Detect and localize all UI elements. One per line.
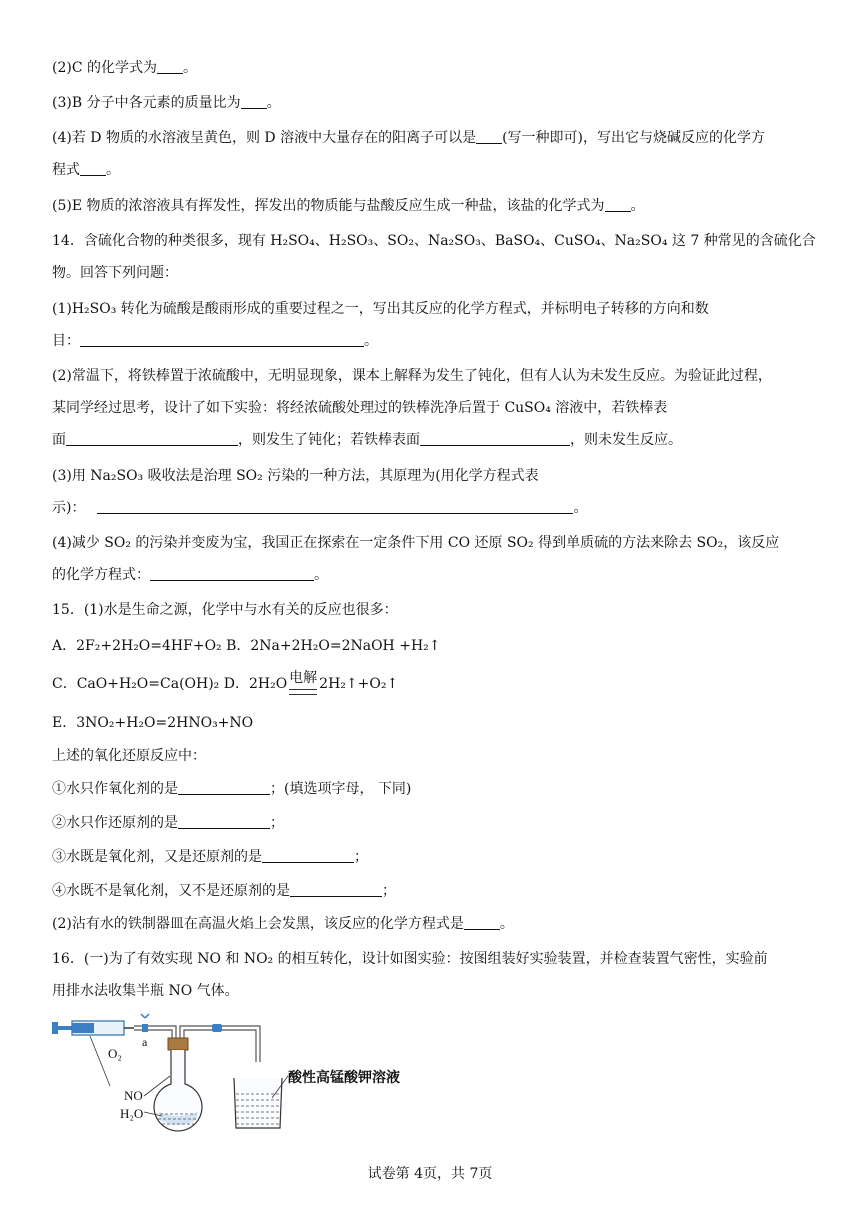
- q14-part2-line2: 某同学经过思考，设计了如下实验：将经浓硫酸处理过的铁棒洗净后置于 CuSO₄ 溶液中，若铁棒表: [52, 400, 668, 416]
- q14-part4-line1: (4)减少 SO₂ 的污染并变废为宝，我国正在探索在一定条件下用 CO 还原 SO₂ 得到单质硫的方法来除去 SO₂，该反应: [52, 535, 780, 551]
- answer-blank[interactable]: [80, 161, 106, 176]
- answer-blank[interactable]: [420, 431, 570, 446]
- label-o2: O₂: [108, 1046, 122, 1061]
- electrolysis-condition: 电解: [289, 677, 317, 691]
- q14-part1-line2: 目： 。: [52, 333, 378, 349]
- label-kmno4-solution: 酸性高锰酸钾溶液: [288, 1069, 400, 1085]
- syringe-icon: [52, 1021, 134, 1035]
- q13-part5: (5)E 物质的浓溶液具有挥发性，挥发出的物质能与盐酸反应生成一种盐，该盐的化学式为 。: [52, 198, 645, 214]
- experiment-apparatus-diagram: [52, 1012, 432, 1136]
- q15-question: 上述的氧化还原反应中：: [52, 748, 206, 764]
- answer-blank[interactable]: [178, 814, 270, 829]
- q13-part3: (3)B 分子中各元素的质量比为 。: [52, 95, 281, 111]
- q15-option-e: E．3NO₂+H₂O=2HNO₃+NO: [52, 715, 254, 731]
- q16-line2: 用排水法收集半瓶 NO 气体。: [52, 983, 239, 999]
- q15-option-cd: C．CaO+H₂O=Ca(OH)₂ D．2H₂O 电解 2H₂↑+O₂↑: [52, 674, 398, 694]
- q15-part2: (2)沾有水的铁制器皿在高温火焰上会发黑，该反应的化学方程式是 。: [52, 916, 514, 932]
- q13-part4-line1: (4)若 D 物质的水溶液呈黄色，则 D 溶液中大量存在的阳离子可以是 (写一种即可)，写出它与烧碱反应的化学方: [52, 130, 766, 146]
- q14-intro-line1: 14．含硫化合物的种类很多，现有 H₂SO₄、H₂SO₃、SO₂、Na₂SO₃、BaSO₄、CuSO₄、Na₂SO₄ 这 7 种常见的含硫化合: [52, 233, 816, 249]
- label-a: a: [142, 1035, 148, 1049]
- answer-blank[interactable]: [97, 499, 573, 514]
- answer-blank[interactable]: [150, 566, 314, 581]
- label-no: NO: [124, 1088, 143, 1103]
- q14-part1-line1: (1)H₂SO₃ 转化为硫酸是酸雨形成的重要过程之一，写出其反应的化学方程式，并标明电子转移的方向和数: [52, 301, 709, 317]
- beaker-icon: [234, 1078, 282, 1128]
- round-flask-icon: [154, 1050, 202, 1131]
- q14-intro-line2: 物。回答下列问题：: [52, 265, 178, 281]
- q14-part3-line1: (3)用 Na₂SO₃ 吸收法是治理 SO₂ 污染的一种方法，其原理为(用化学方程式表: [52, 468, 539, 484]
- q15-sub4: ④水既不是氧化剂，又不是还原剂的是 ；: [52, 883, 396, 899]
- answer-blank[interactable]: [605, 197, 631, 212]
- answer-blank[interactable]: [66, 431, 238, 446]
- q14-part2-line3: 面 ，则发生了钝化；若铁棒表面 ，则未发生反应。: [52, 432, 682, 448]
- page-footer: 试卷第 4页，共 7页: [367, 1166, 493, 1182]
- clamp-a-icon: [141, 1014, 149, 1032]
- q14-part3-line2: 示)： 。: [52, 500, 588, 516]
- answer-blank[interactable]: [178, 780, 270, 795]
- answer-blank[interactable]: [290, 882, 382, 897]
- q15-option-ab: A．2F₂+2H₂O=4HF+O₂ B．2Na+2H₂O=2NaOH +H₂↑: [52, 638, 441, 654]
- tube-connector-icon: [212, 1024, 222, 1032]
- answer-blank[interactable]: [262, 848, 354, 863]
- q16-line1: 16．(一)为了有效实现 NO 和 NO₂ 的相互转化，设计如图实验：按图组装好实验装置，并检查装置气密性，实验前: [52, 951, 768, 967]
- q15-sub1: ①水只作氧化剂的是 ；(填选项字母， 下同): [52, 781, 412, 797]
- answer-blank[interactable]: [464, 915, 500, 930]
- q15-intro: 15．(1)水是生命之源，化学中与水有关的反应也很多：: [52, 602, 398, 618]
- q14-part4-line2: 的化学方程式： 。: [52, 567, 328, 583]
- label-h2o: H₂O: [120, 1106, 144, 1121]
- answer-blank[interactable]: [157, 59, 183, 74]
- answer-blank[interactable]: [80, 332, 364, 347]
- answer-blank[interactable]: [476, 129, 502, 144]
- q14-part2-line1: (2)常温下，将铁棒置于浓硫酸中，无明显现象，课本上解释为发生了钝化，但有人认为未发生反应。为验证此过程，: [52, 368, 772, 384]
- answer-blank[interactable]: [241, 94, 267, 109]
- q13-part2: (2)C 的化学式为 。: [52, 60, 197, 76]
- q13-part4-line2: 程式 。: [52, 162, 120, 178]
- q15-sub2: ②水只作还原剂的是 ；: [52, 815, 284, 831]
- q15-sub3: ③水既是氧化剂，又是还原剂的是 ；: [52, 849, 368, 865]
